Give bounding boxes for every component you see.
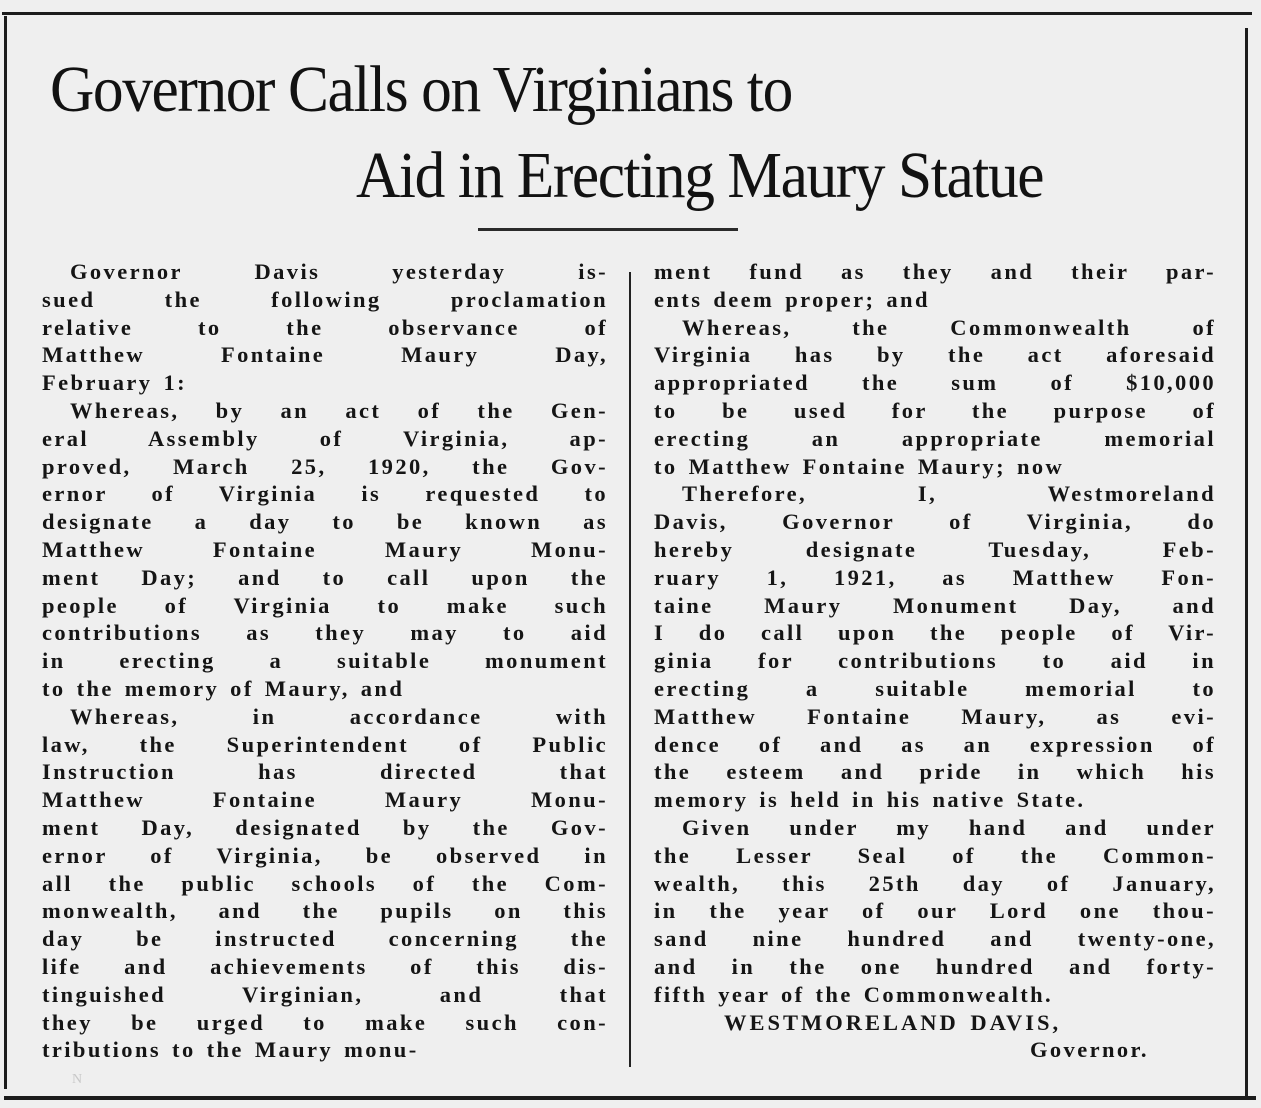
text-line: Davis, Governor of Virginia, do xyxy=(654,509,1216,535)
text-line: eral Assembly of Virginia, ap- xyxy=(42,425,608,451)
text-line: ernor of Virginia is requested to xyxy=(42,481,608,507)
text-line: in erecting a suitable monument xyxy=(42,648,608,674)
paragraph xyxy=(654,814,1216,1009)
right-column xyxy=(654,258,1216,1064)
text-line: ment Day, designated by the Gov- xyxy=(42,814,608,840)
paragraph xyxy=(654,480,1216,814)
text-line: erecting a suitable memorial to xyxy=(654,675,1216,701)
headline-line-2: Aid in Erecting Maury Statue xyxy=(356,139,1044,212)
text-line: Whereas, in accordance with xyxy=(70,703,608,729)
paragraph xyxy=(654,258,1216,314)
paragraph xyxy=(42,703,608,1064)
text-line: sued the following proclamation xyxy=(42,286,608,312)
text-line: the Lesser Seal of the Common- xyxy=(654,842,1216,868)
paragraph xyxy=(654,314,1216,481)
text-line: to the memory of Maury, and xyxy=(42,675,405,701)
text-line: ginia for contributions to aid in xyxy=(654,648,1216,674)
text-line: Matthew Fontaine Maury Monu- xyxy=(42,787,608,813)
text-line: Whereas, the Commonwealth of xyxy=(682,314,1216,340)
text-line: Virginia has by the act aforesaid xyxy=(654,342,1216,368)
text-line: they be urged to make such con- xyxy=(42,1009,608,1035)
text-line: taine Maury Monument Day, and xyxy=(654,592,1216,618)
text-line: Matthew Fontaine Maury Day, xyxy=(42,342,608,368)
text-line: contributions as they may to aid xyxy=(42,620,608,646)
text-line: tributions to the Maury monu- xyxy=(42,1037,419,1063)
text-line: in the year of our Lord one thou- xyxy=(654,898,1216,924)
text-line: proved, March 25, 1920, the Gov- xyxy=(42,453,608,479)
headline-rule xyxy=(478,228,738,231)
text-line: the esteem and pride in which his xyxy=(654,759,1216,785)
border-right xyxy=(1245,28,1248,1098)
text-line: ruary 1, 1921, as Matthew Fon- xyxy=(654,564,1216,590)
text-line: to be used for the purpose of xyxy=(654,397,1216,423)
column-divider xyxy=(629,272,631,1067)
text-line: February 1: xyxy=(42,370,187,396)
signature-name: WESTMORELAND DAVIS, xyxy=(724,1009,1062,1035)
text-line: ment fund as they and their par- xyxy=(654,259,1216,284)
text-line: relative to the observance of xyxy=(42,314,608,340)
text-line: I do call upon the people of Vir- xyxy=(654,620,1216,646)
text-line: memory is held in his native State. xyxy=(654,787,1086,813)
text-line: Instruction has directed that xyxy=(42,759,608,785)
text-line: day be instructed concerning the xyxy=(42,926,608,952)
text-line: tinguished Virginian, and that xyxy=(42,981,608,1007)
text-line: appropriated the sum of $10,000 xyxy=(654,370,1216,396)
border-left xyxy=(4,16,7,1089)
signature-title: Governor. xyxy=(1030,1037,1149,1063)
border-bottom xyxy=(4,1096,1256,1100)
text-line: Given under my hand and under xyxy=(682,814,1216,840)
text-line: erecting an appropriate memorial xyxy=(654,425,1216,451)
headline-line-1: Governor Calls on Virginians to xyxy=(50,53,792,126)
border-top xyxy=(2,12,1252,15)
text-line: people of Virginia to make such xyxy=(42,592,608,618)
text-line: life and achievements of this dis- xyxy=(42,953,608,979)
text-line: all the public schools of the Com- xyxy=(42,870,608,896)
text-line: sand nine hundred and twenty-one, xyxy=(654,926,1216,952)
left-column xyxy=(42,258,608,1064)
text-line: wealth, this 25th day of January, xyxy=(654,870,1216,896)
text-line: designate a day to be known as xyxy=(42,509,608,535)
text-line: monwealth, and the pupils on this xyxy=(42,898,608,924)
text-line: to Matthew Fontaine Maury; now xyxy=(654,453,1065,479)
text-line: Governor Davis yesterday is- xyxy=(70,259,608,284)
paragraph xyxy=(42,258,608,397)
text-line: Matthew Fontaine Maury Monu- xyxy=(42,536,608,562)
text-line: Whereas, by an act of the Gen- xyxy=(70,397,608,423)
text-line: fifth year of the Commonwealth. xyxy=(654,981,1054,1007)
text-line: ment Day; and to call upon the xyxy=(42,564,608,590)
text-line: law, the Superintendent of Public xyxy=(42,731,608,757)
watermark-n: N xyxy=(72,1072,83,1087)
text-line: ents deem proper; and xyxy=(654,286,930,312)
text-line: ernor of Virginia, be observed in xyxy=(42,842,608,868)
text-line: and in the one hundred and forty- xyxy=(654,953,1216,979)
text-line: Matthew Fontaine Maury, as evi- xyxy=(654,703,1216,729)
text-line: dence of and as an expression of xyxy=(654,731,1216,757)
text-line: hereby designate Tuesday, Feb- xyxy=(654,536,1216,562)
paragraph xyxy=(42,397,608,703)
text-line: Therefore, I, Westmoreland xyxy=(682,481,1216,507)
